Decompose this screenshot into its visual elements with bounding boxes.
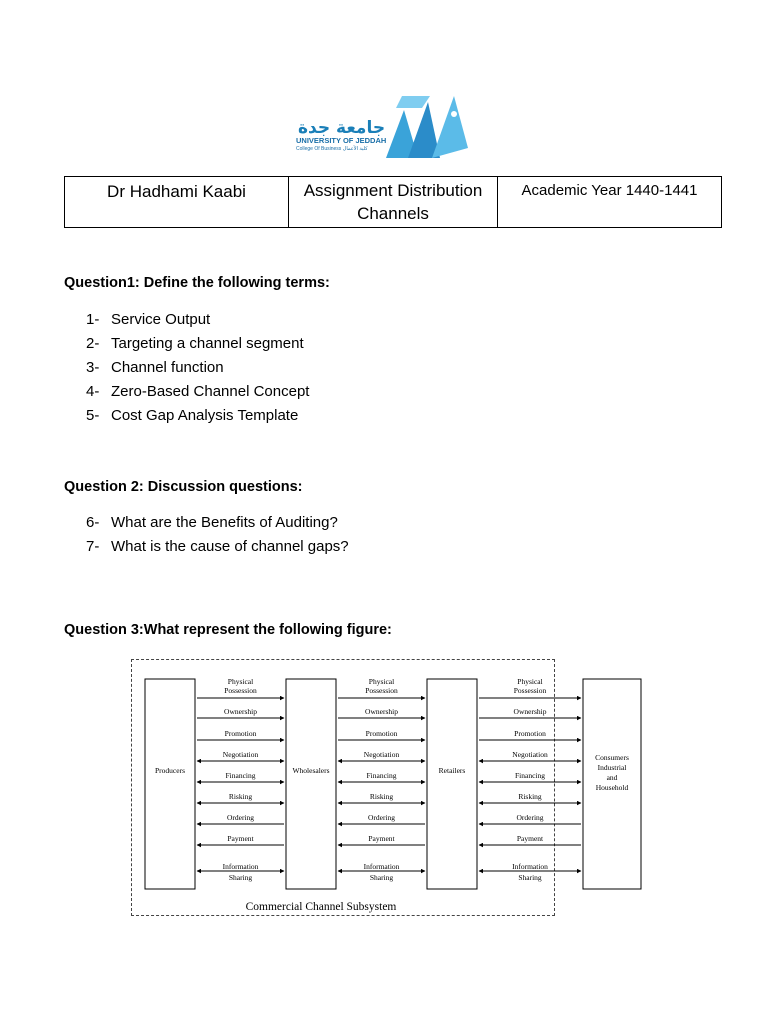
list-item-text: Zero-Based Channel Concept: [111, 383, 310, 400]
channel-box-label: Consumers: [595, 753, 629, 762]
flow-label: Ordering: [226, 813, 255, 822]
flow-label: Risking: [369, 792, 394, 801]
flow-label: Promotion: [514, 729, 546, 738]
flow-label: Ownership: [513, 707, 547, 716]
question2-list: [86, 511, 349, 559]
flow-label: Sharing: [518, 873, 542, 882]
flow-label: Promotion: [224, 729, 257, 738]
flow-label: Financing: [366, 771, 397, 780]
flow-label: Physical: [517, 677, 543, 686]
university-logo: [290, 88, 480, 164]
channel-box-label: Wholesalers: [292, 766, 330, 775]
question2-title: Question 2: Discussion questions:: [64, 479, 303, 495]
flow-label: Sharing: [228, 873, 253, 882]
channel-box-label: Industrial: [597, 763, 627, 772]
list-item: [86, 308, 309, 332]
list-item-text: Service Output: [111, 311, 211, 328]
flow-label: Information: [363, 862, 400, 871]
flow-label: Financing: [515, 771, 545, 780]
list-item-number: 2-: [86, 335, 100, 352]
question1-list: [86, 308, 309, 428]
flow-label: Negotiation: [222, 750, 259, 759]
channel-box-label: and: [606, 773, 618, 782]
flow-label: Ownership: [365, 707, 398, 716]
list-item: [86, 511, 349, 535]
flow-label: Payment: [516, 834, 544, 843]
flow-label: Possession: [513, 686, 547, 695]
channel-box-2: [286, 679, 336, 889]
list-item-text: What is the cause of channel gaps?: [111, 538, 349, 555]
channel-box-label: Household: [595, 783, 629, 792]
flow-label: Possession: [224, 686, 257, 695]
list-item-text: Cost Gap Analysis Template: [111, 407, 299, 424]
list-item-text: What are the Benefits of Auditing?: [111, 514, 338, 531]
channel-box-3: [427, 679, 477, 889]
flow-label: Risking: [228, 792, 253, 801]
flow-label: Negotiation: [512, 750, 548, 759]
list-item-text: Channel function: [111, 359, 224, 376]
flow-label: Information: [222, 862, 259, 871]
flow-label: Negotiation: [363, 750, 400, 759]
channel-diagram: [132, 660, 629, 917]
list-item: [86, 404, 309, 428]
figure-caption: Commercial Channel Subsystem: [245, 901, 397, 913]
flow-label: Physical: [227, 677, 254, 686]
header-table: [64, 176, 722, 228]
flow-label: Payment: [227, 834, 254, 843]
flow-label: Risking: [518, 792, 542, 801]
assignment-cell: Assignment Distribution Channels: [289, 177, 498, 228]
list-item-text: Targeting a channel segment: [111, 335, 304, 352]
list-item-number: 5-: [86, 407, 100, 424]
channel-figure: [131, 659, 629, 916]
flow-label: Ownership: [224, 707, 257, 716]
list-item: [86, 535, 349, 559]
flow-label: Sharing: [369, 873, 394, 882]
list-item: [86, 380, 309, 404]
flow-label: Ordering: [367, 813, 396, 822]
question1-title: Question1: Define the following terms:: [64, 275, 330, 291]
logo-subtitle: College Of Business كلية الأعمال: [296, 146, 368, 152]
flow-label: Information: [512, 862, 548, 871]
flow-label: Ordering: [516, 813, 544, 822]
logo-english-text: UNIVERSITY OF JEDDAH: [296, 136, 387, 145]
list-item-number: 1-: [86, 311, 100, 328]
flow-label: Possession: [365, 686, 398, 695]
flow-label: Physical: [368, 677, 395, 686]
flow-label: Promotion: [365, 729, 398, 738]
flow-label: Financing: [225, 771, 256, 780]
question3-title: Question 3:What represent the following figure:: [64, 622, 392, 638]
channel-box-label: Producers: [155, 766, 185, 775]
list-item: [86, 332, 309, 356]
channel-box-1: [145, 679, 195, 889]
list-item-number: 6-: [86, 514, 100, 531]
list-item-number: 7-: [86, 538, 100, 555]
list-item-number: 3-: [86, 359, 100, 376]
logo-emblem-icon: [382, 88, 474, 164]
flow-label: Payment: [368, 834, 395, 843]
author-cell: Dr Hadhami Kaabi: [65, 177, 289, 228]
academic-year-cell: Academic Year 1440-1441: [498, 177, 722, 228]
logo-arabic-text: جامعة جدة: [298, 118, 386, 138]
channel-box-label: Retailers: [438, 766, 466, 775]
list-item-number: 4-: [86, 383, 100, 400]
list-item: [86, 356, 309, 380]
